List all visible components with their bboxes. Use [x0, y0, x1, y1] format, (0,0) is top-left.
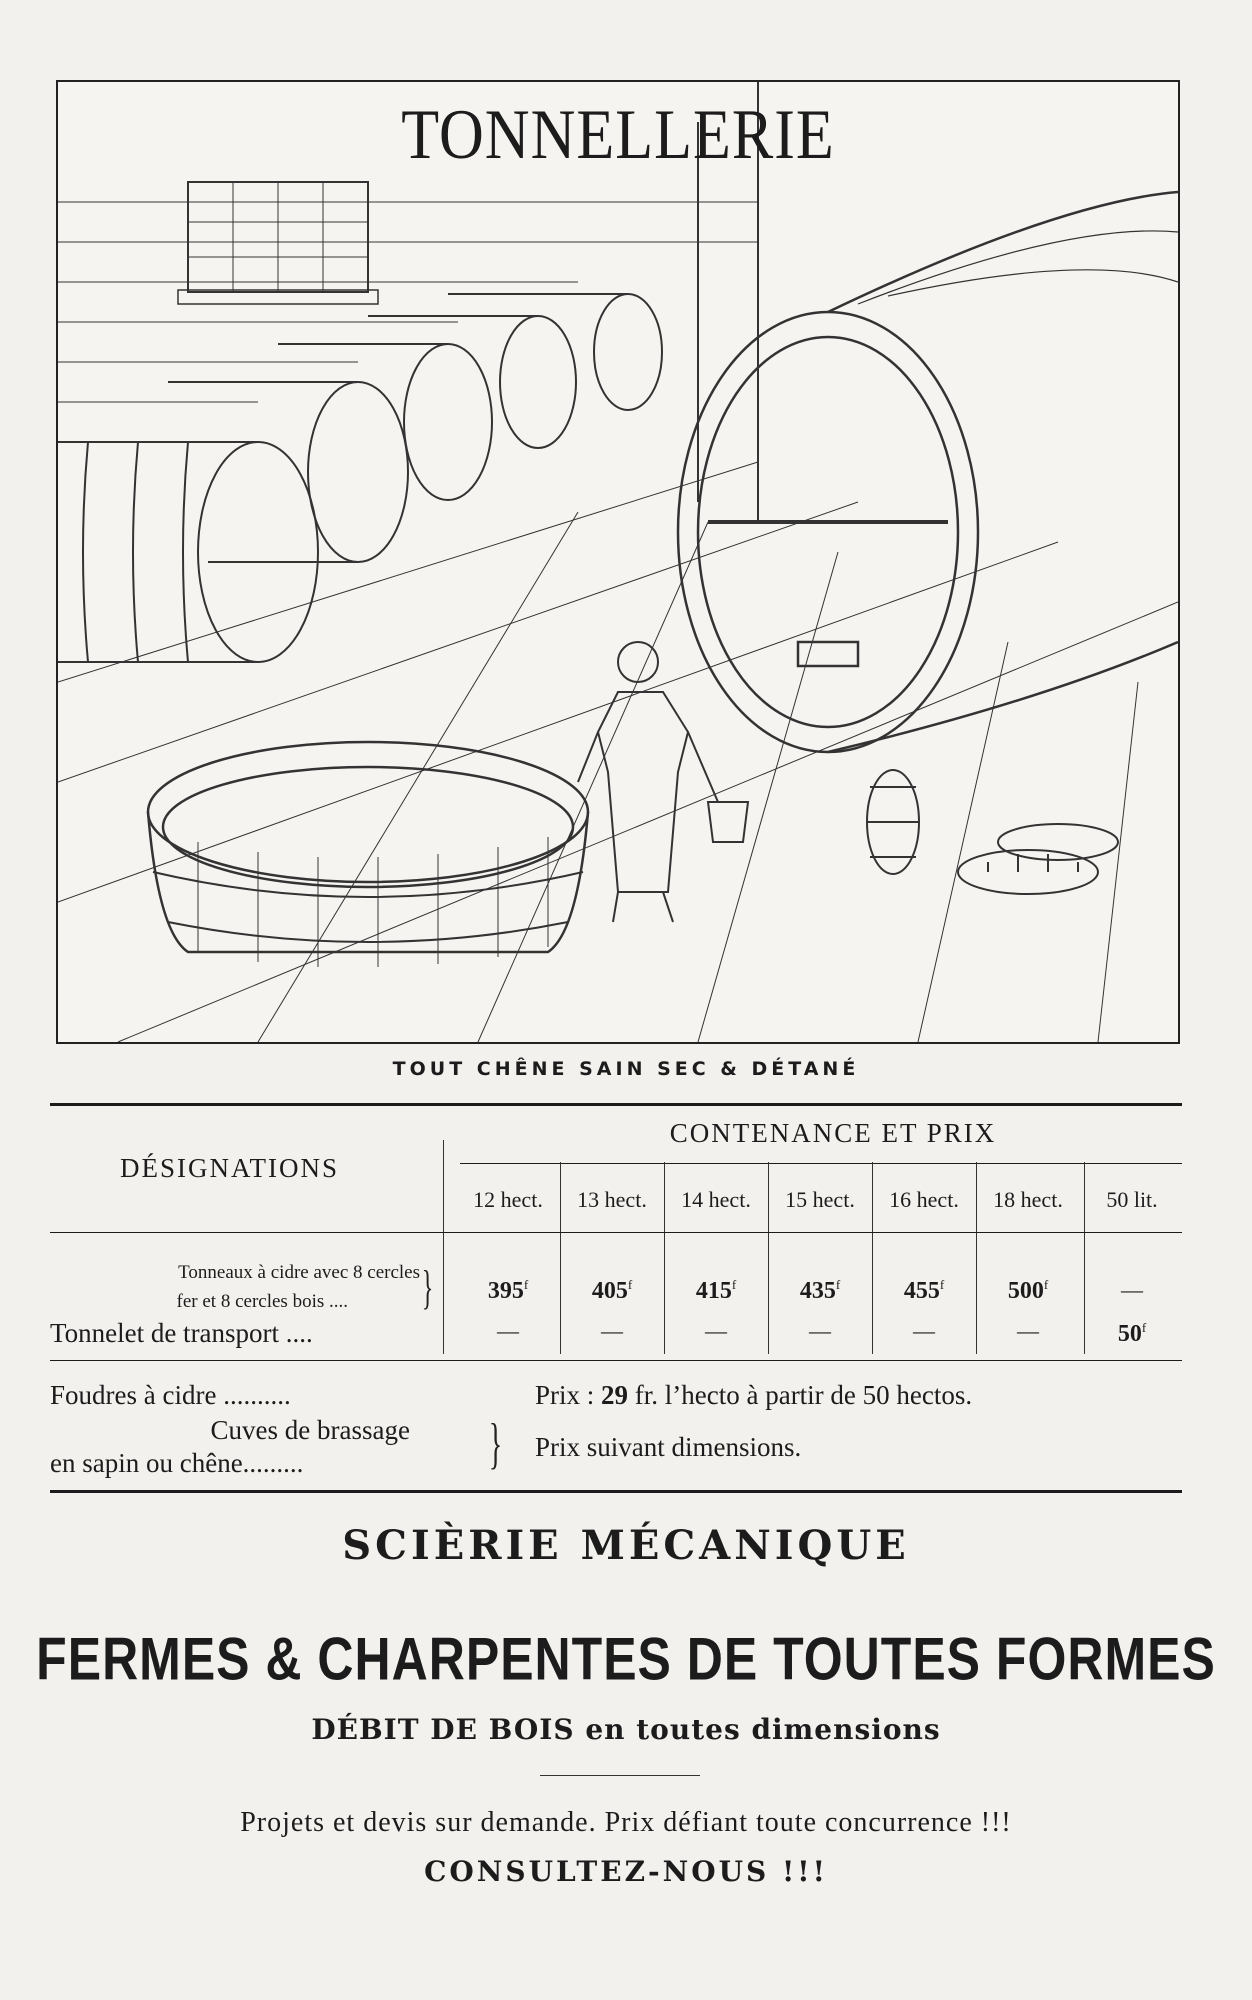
price-cell: 435$^f$: [799, 1277, 841, 1304]
capacity-header: CONTENANCE ET PRIX: [669, 1118, 997, 1148]
price-cell: 395$^f$: [487, 1277, 529, 1304]
tonnellerie-illustration: [56, 80, 1180, 1044]
row-label-tonneaux-line1: Tonneaux à cidre avec 8 cercles: [178, 1262, 420, 1283]
capacity-subrule: [460, 1163, 1182, 1164]
cuves-brace: }: [488, 1413, 503, 1475]
designations-header: DÉSIGNATIONS: [120, 1153, 339, 1183]
scierie-heading: SCIÈRIE MÉCANIQUE: [342, 1522, 910, 1569]
illustration-caption: TOUT CHÊNE SAIN SEC & DÉTANÉ: [392, 1058, 860, 1080]
column-header: 50 lit.: [1106, 1187, 1158, 1212]
price-cell: —: [1121, 1277, 1143, 1302]
column-header: 15 hect.: [785, 1187, 855, 1212]
price-cell: 455$^f$: [903, 1277, 945, 1304]
price-cell: 415$^f$: [695, 1277, 737, 1304]
foudres-price: Prix : 29 fr. l’hecto à partir de 50 hectos.: [535, 1380, 973, 1410]
cooperage-drawing: [58, 82, 1178, 1042]
row-brace: }: [421, 1261, 434, 1314]
col-divider: [560, 1162, 561, 1354]
price-cell: 500$^f$: [1007, 1277, 1049, 1304]
cuves-label-line2: en sapin ou chêne.........: [50, 1448, 304, 1478]
header-bottom-rule: [50, 1232, 1182, 1233]
column-header: 18 hect.: [993, 1187, 1063, 1212]
fermes-heading: FERMES & CHARPENTES DE TOUTES FORMES: [36, 1625, 1216, 1693]
illustration-title: TONNELLERIE: [401, 95, 835, 175]
foudres-label: Foudres à cidre ..........: [50, 1380, 291, 1410]
price-cell: 405$^f$: [591, 1277, 633, 1304]
table-top-rule: [50, 1103, 1182, 1106]
price-cell: —: [497, 1318, 519, 1343]
column-header: 13 hect.: [577, 1187, 647, 1212]
col-divider: [664, 1162, 665, 1354]
divider: [540, 1775, 700, 1776]
price-cell: —: [1017, 1318, 1039, 1343]
table-bottom-rule: [50, 1490, 1182, 1493]
column-header: 12 hect.: [473, 1187, 543, 1212]
rows-bottom-rule: [50, 1360, 1182, 1361]
cuves-label-line1: Cuves de brassage: [210, 1415, 410, 1445]
price-cell: —: [913, 1318, 935, 1343]
price-cell: —: [705, 1318, 727, 1343]
consultez-line: CONSULTEZ-NOUS !!!: [424, 1855, 828, 1888]
price-cell: —: [809, 1318, 831, 1343]
row-label-tonnelet: Tonnelet de transport ....: [50, 1318, 313, 1348]
column-header: 16 hect.: [889, 1187, 959, 1212]
price-cell: 50$^f$: [1117, 1320, 1147, 1347]
col-divider: [872, 1162, 873, 1354]
row-label-tonneaux-line2: fer et 8 cercles bois ....: [176, 1291, 348, 1312]
cuves-price: Prix suivant dimensions.: [535, 1432, 802, 1462]
projets-line: Projets et devis sur demande. Prix défiant toute concurrence !!!: [240, 1807, 1012, 1838]
col-divider: [443, 1140, 444, 1354]
price-cell: —: [601, 1318, 623, 1343]
column-header: 14 hect.: [681, 1187, 751, 1212]
col-divider: [768, 1162, 769, 1354]
debit-line: DÉBIT DE BOIS en toutes dimensions: [311, 1713, 941, 1746]
col-divider: [976, 1162, 977, 1354]
